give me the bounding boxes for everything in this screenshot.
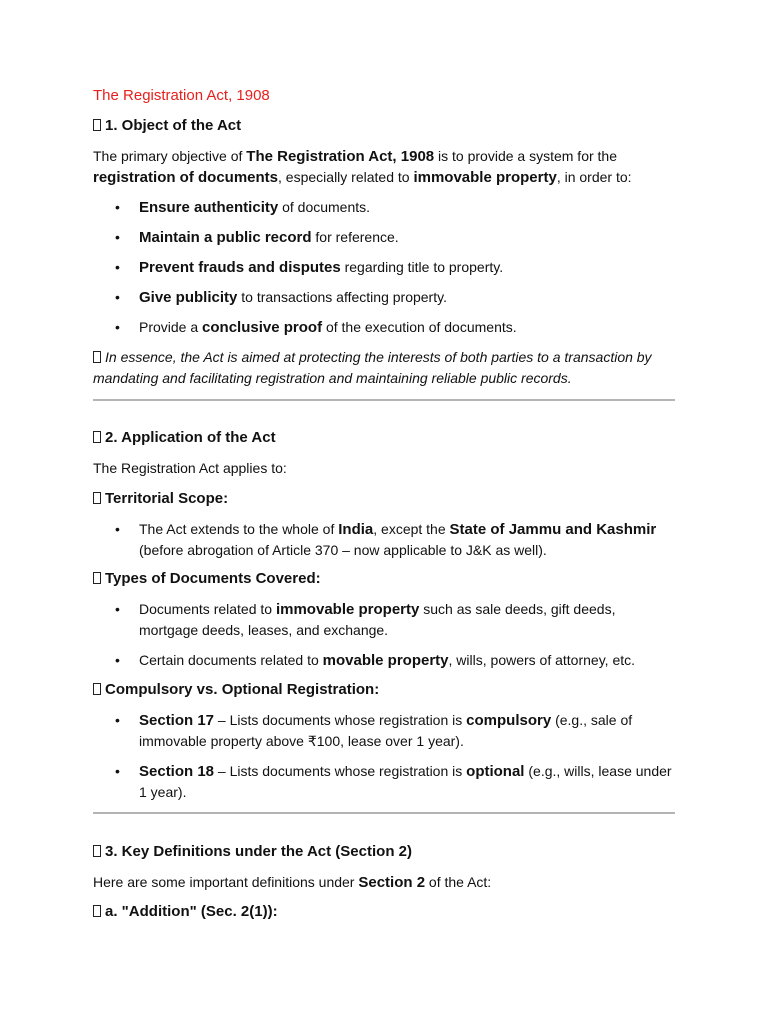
bullet-icon: • (115, 712, 120, 728)
bullet-icon: • (115, 319, 120, 335)
bullet-icon: • (115, 521, 120, 537)
bullet-icon: • (115, 652, 120, 668)
territorial-scope-heading: Territorial Scope: (93, 489, 228, 509)
bullet-icon: • (115, 259, 120, 275)
section-1-heading: 1. Object of the Act (93, 116, 241, 136)
list-item: • Prevent frauds and disputes regarding title to property. (115, 259, 504, 276)
section-1-intro: The primary objective of The Registration Act, 1908 is to provide a system for the registration of documents, especially related to immovable property, in order to: (93, 148, 632, 186)
list-item: • Maintain a public record for reference. (115, 229, 399, 246)
list-item: • The Act extends to the whole of India, except the State of Jammu and Kashmir (before abrogation of Article 370 – now applicable to J&K as well). (115, 521, 657, 558)
section-3-intro: Here are some important definitions under Section 2 of the Act: (93, 874, 492, 891)
list-item: • Certain documents related to movable property, wills, powers of attorney, etc. (115, 652, 636, 669)
list-item: • Ensure authenticity of documents. (115, 199, 371, 216)
missing-glyph-icon (93, 492, 101, 504)
list-item: • Section 18 – Lists documents whose registration is optional (e.g., wills, lease under 1 year). (115, 763, 672, 800)
bullet-icon: • (115, 763, 120, 779)
list-item: • Documents related to immovable property such as sale deeds, gift deeds, mortgage deeds, leases, and exchange. (115, 601, 616, 638)
missing-glyph-icon (93, 431, 101, 443)
section-3-heading: 3. Key Definitions under the Act (Section 2) (93, 842, 412, 862)
types-of-documents-heading: Types of Documents Covered: (93, 569, 321, 589)
missing-glyph-icon (93, 905, 101, 917)
missing-glyph-icon (93, 845, 101, 857)
definition-addition-heading: a. "Addition" (Sec. 2(1)): (93, 902, 278, 922)
bullet-icon: • (115, 601, 120, 617)
bullet-icon: • (115, 229, 120, 245)
document-title: The Registration Act, 1908 (93, 87, 270, 104)
divider (93, 812, 675, 814)
missing-glyph-icon (93, 572, 101, 584)
list-item: • Give publicity to transactions affecting property. (115, 289, 447, 306)
divider (93, 399, 675, 401)
compulsory-optional-heading: Compulsory vs. Optional Registration: (93, 680, 379, 700)
list-item: • Section 17 – Lists documents whose registration is compulsory (e.g., sale of immovable property above ₹100, lease over 1 year). (115, 712, 633, 749)
bullet-icon: • (115, 199, 120, 215)
list-item: • Provide a conclusive proof of the execution of documents. (115, 319, 517, 336)
missing-glyph-icon (93, 683, 101, 695)
missing-glyph-icon (93, 119, 101, 131)
bullet-icon: • (115, 289, 120, 305)
section-2-intro: The Registration Act applies to: (93, 460, 287, 476)
missing-glyph-icon (93, 351, 101, 363)
section-2-heading: 2. Application of the Act (93, 428, 276, 448)
section-1-essence: In essence, the Act is aimed at protecting the interests of both parties to a transaction by mandating and facilitating registration and maintaining reliable public records. (93, 349, 652, 386)
